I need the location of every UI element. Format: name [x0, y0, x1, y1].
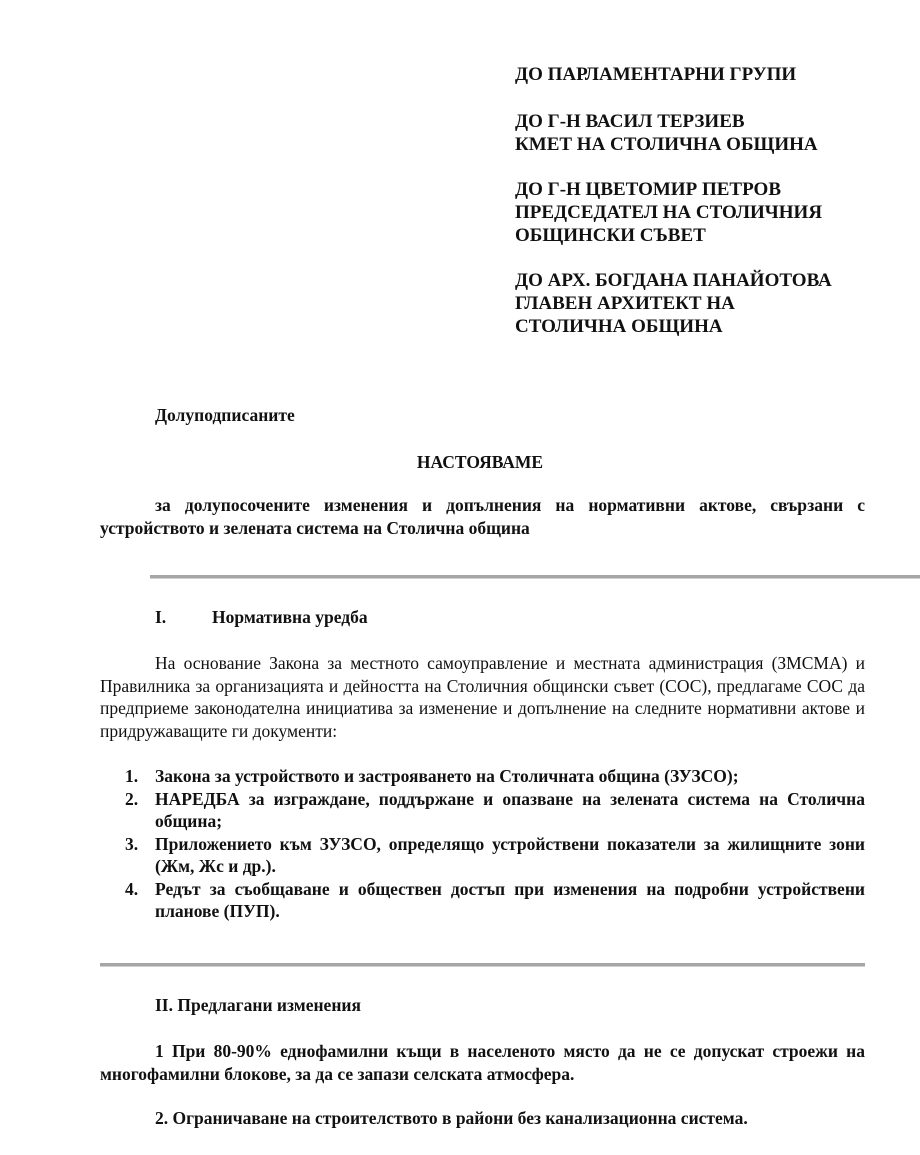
section-1-paragraph: На основание Закона за местното самоуправление и местната администрация (ЗМСМА) и Правилника за организацията и дейността на Столичния общински съвет (СОС), предлагаме СОС да предприеме законодателна инициатива за изменение и допълнение на следните нормативни актове и придружаващите ги документи: — [100, 653, 865, 741]
urge-heading: НАСТОЯВАМЕ — [416, 452, 544, 472]
list-item-number: 1. — [125, 766, 139, 786]
list-item — [100, 833, 865, 878]
section-1-title: Нормативна уредба — [212, 607, 368, 627]
proposal-item: 2. Ограничаване на строителството в райони без канализационна система. — [155, 1108, 748, 1128]
proposal-item: 1 При 80-90% еднофамилни къщи в населеното място да не се допускат строежи на многофамилни блокове, за да се запази селската атмосфера. — [100, 1041, 865, 1084]
addressee-line: ДО ПАРЛАМЕНТАРНИ ГРУПИ — [515, 64, 797, 85]
addressee-line: ПРЕДСЕДАТЕЛ НА СТОЛИЧНИЯ — [515, 202, 823, 223]
section-divider — [150, 575, 920, 579]
list-item — [100, 765, 865, 788]
addressee-parliamentary-groups — [515, 63, 796, 86]
signatories-label: Долуподписаните — [155, 405, 295, 425]
list-item-number: 3. — [125, 833, 139, 854]
list-item — [100, 788, 865, 833]
addressee-line: ДО Г-Н ВАСИЛ ТЕРЗИЕВ — [515, 111, 745, 132]
addressee-chief-architect — [515, 269, 832, 338]
section-1-number: I. — [155, 607, 167, 627]
section-divider — [100, 963, 865, 967]
addressee-mayor — [515, 110, 818, 156]
addressee-council-chair — [515, 178, 822, 247]
normative-acts-list — [100, 765, 865, 923]
addressee-line: КМЕТ НА СТОЛИЧНА ОБЩИНА — [515, 134, 818, 155]
addressee-line: ОБЩИНСКИ СЪВЕТ — [515, 225, 706, 246]
section-2-title: II. Предлагани изменения — [155, 995, 361, 1015]
list-item-number: 4. — [125, 878, 139, 899]
addressee-line: ДО Г-Н ЦВЕТОМИР ПЕТРОВ — [515, 179, 782, 200]
addressee-line: ГЛАВЕН АРХИТЕКТ НА — [515, 293, 735, 314]
list-item-text: Редът за съобщаване и обществен достъп при изменения на подробни устройствени планове (ПУП). — [155, 878, 865, 921]
list-item-number: 2. — [125, 788, 139, 809]
list-item-text: Приложението към ЗУЗСО, определящо устройствени показатели за жилищните зони (Жм, Жс и др.). — [155, 833, 865, 876]
addressee-line: ДО АРХ. БОГДАНА ПАНАЙОТОВА — [515, 270, 832, 291]
intro-paragraph: за долупосочените изменения и допълнения на нормативни актове, свързани с устройството и зелената система на Столична община — [100, 495, 865, 538]
list-item — [100, 878, 865, 923]
list-item-text: НАРЕДБА за изграждане, поддържане и опазване на зелената система на Столична община; — [155, 788, 865, 831]
addressee-line: СТОЛИЧНА ОБЩИНА — [515, 316, 723, 337]
list-item-text: Закона за устройството и застрояването на Столичната община (ЗУЗСО); — [155, 766, 739, 786]
